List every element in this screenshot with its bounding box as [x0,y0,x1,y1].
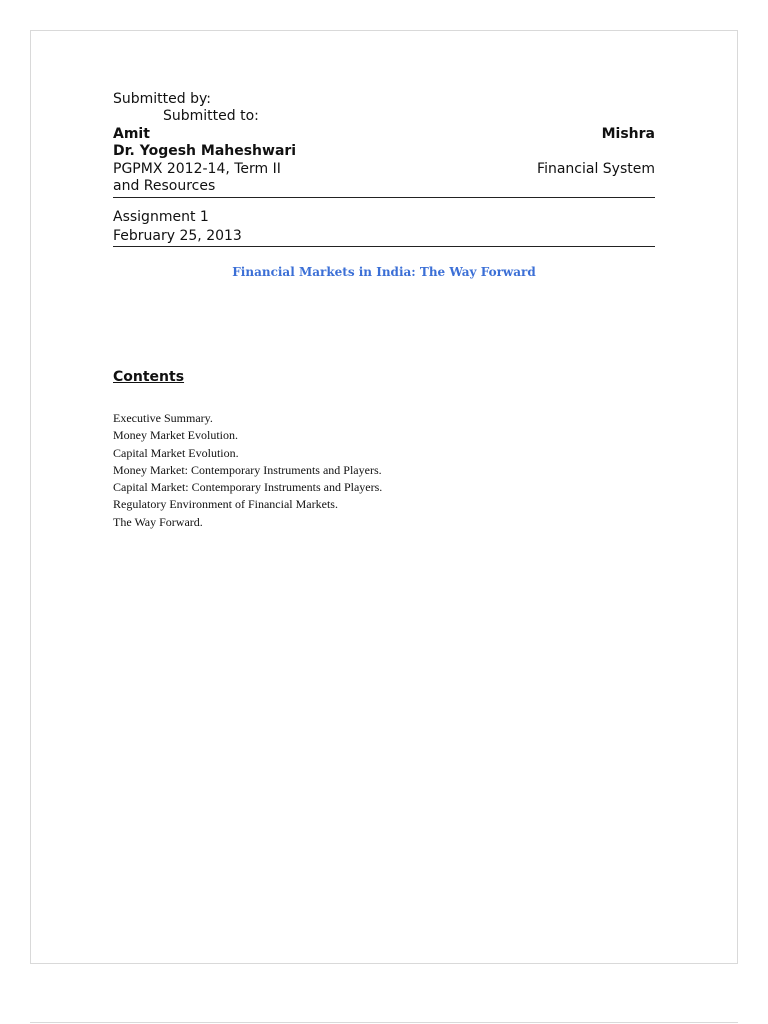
course-name: Financial System [537,161,655,177]
assignment-date: February 25, 2013 [113,228,242,244]
submitted-to-label: Submitted to: [163,108,259,124]
contents-list [113,410,382,531]
assignment-divider [113,246,655,247]
contents-heading: Contents [113,369,185,385]
author-last-name: Mishra [601,126,655,142]
contents-item: The Way Forward. [113,514,203,529]
contents-item: Money Market: Contemporary Instruments and Players. [113,462,382,477]
course-name-continued: and Resources [113,178,216,194]
recipient-name: Dr. Yogesh Maheshwari [113,143,297,159]
author-first-name: Amit [113,126,150,142]
submitted-by-label: Submitted by: [113,91,211,107]
contents-item: Capital Market: Contemporary Instruments and Players. [113,480,383,495]
contents-item: Capital Market Evolution. [113,445,239,460]
contents-item: Money Market Evolution. [113,428,238,443]
assignment-name: Assignment 1 [113,209,209,225]
contents-item: Regulatory Environment of Financial Markets. [113,497,338,512]
header-divider [113,197,655,198]
contents-item: Executive Summary. [113,411,213,425]
next-page-edge [30,1022,738,1023]
program-term: PGPMX 2012-14, Term II [113,161,281,177]
document-title: Financial Markets in India: The Way Forward [232,265,536,279]
